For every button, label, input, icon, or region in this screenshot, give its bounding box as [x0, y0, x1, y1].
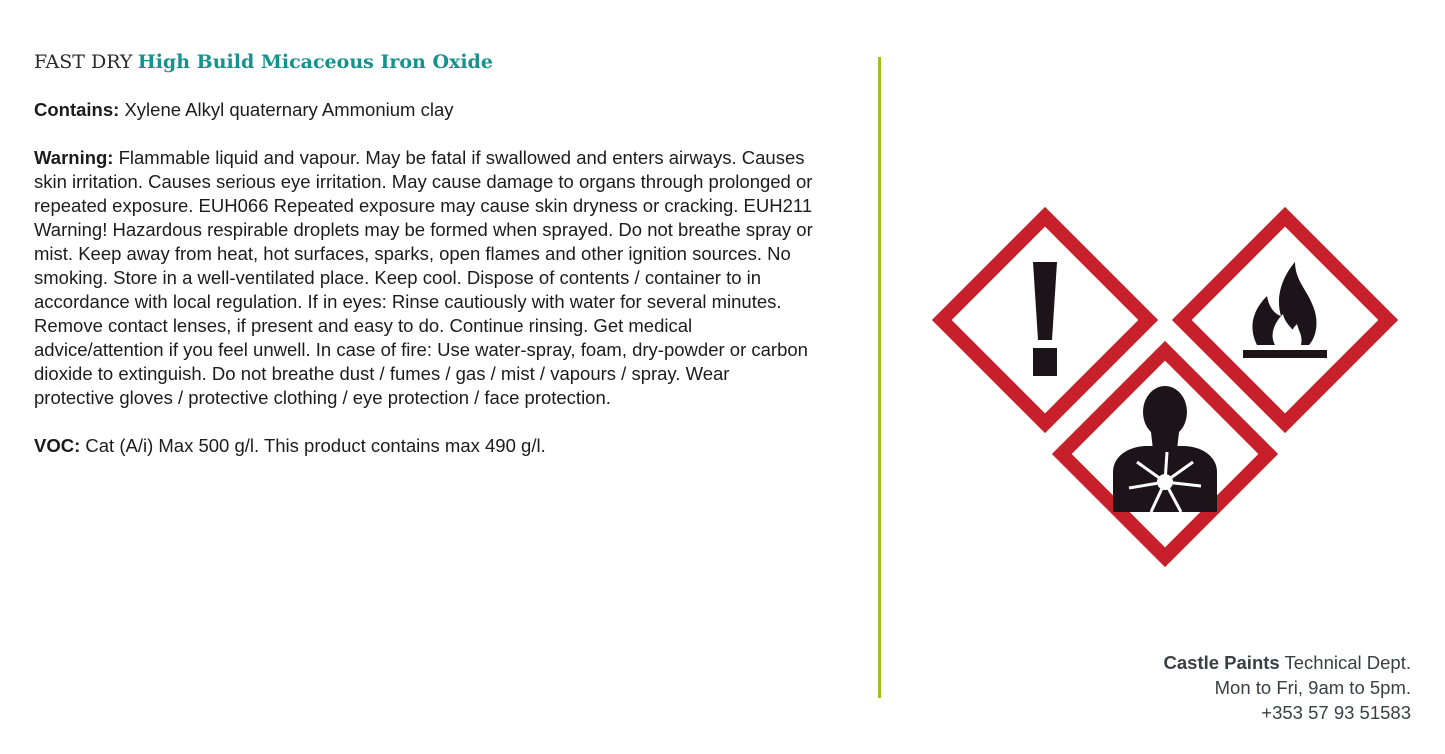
contains-text: Xylene Alkyl quaternary Ammonium clay [124, 99, 454, 120]
department-name: Technical Dept. [1284, 652, 1411, 673]
ghs-pictograms [925, 200, 1405, 570]
safety-info-panel [34, 49, 814, 482]
voc-text: Cat (A/i) Max 500 g/l. This product contains max 490 g/l. [85, 435, 546, 456]
product-prefix: FAST DRY [34, 51, 133, 73]
contact-hours: Mon to Fri, 9am to 5pm. [1214, 677, 1411, 698]
product-title [34, 49, 814, 76]
warning-text: Flammable liquid and vapour. May be fatal if swallowed and enters airways. Causes skin irritation. Causes serious eye irritation. May cause damage to organs through prolonged or repeated exposure. EUH066 Repeated exposure may cause skin dryness or cracking. EUH211 Warning! Hazardous respirable droplets may be formed when sprayed. Do not breathe spray or mist. Keep away from heat, hot surfaces, sparks, open flames and other ignition sources. No smoking. Store in a well-ventilated place. Keep cool. Dispose of contents / container to in accordance with local regulation. If in eyes: Rinse cautiously with water for several minutes. Remove contact lenses, if present and easy to do. Continue rinsing. Get medical advice/attention if you feel unwell. In case of fire: Use water-spray, foam, dry-powder or carbon dioxide to extinguish. Do not breathe dust / fumes / gas / mist / vapours / spray. Wear protective gloves / protective clothing / eye protection / face protection. [34, 147, 813, 408]
warning-label: Warning: [34, 147, 114, 168]
contains-section [34, 98, 814, 122]
voc-section [34, 434, 814, 458]
company-name: Castle Paints [1163, 652, 1280, 673]
vertical-divider [878, 57, 881, 698]
contains-label: Contains: [34, 99, 120, 120]
warning-section [34, 146, 814, 410]
product-name: High Build Micaceous Iron Oxide [137, 51, 493, 73]
contact-line-company [1164, 650, 1411, 675]
contact-phone: +353 57 93 51583 [1261, 702, 1411, 723]
voc-label: VOC: [34, 435, 81, 456]
contact-info [1164, 650, 1411, 725]
